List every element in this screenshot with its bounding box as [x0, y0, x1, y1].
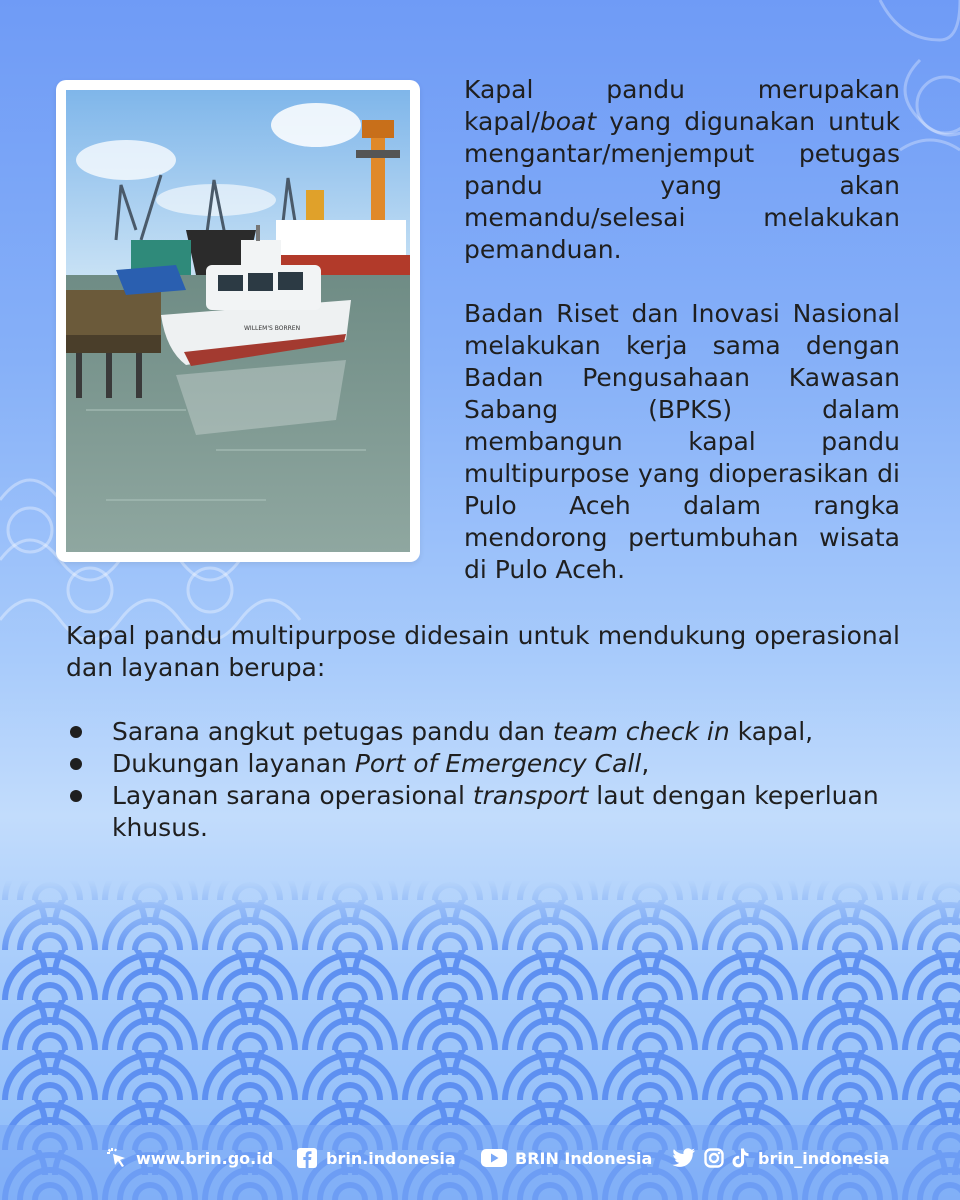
bullet-icon: [70, 758, 82, 770]
social-handle-label: brin_indonesia: [758, 1148, 890, 1168]
youtube-icon: [481, 1148, 507, 1168]
list-item: Dukungan layanan Port of Emergency Call,: [66, 748, 900, 780]
boat-photo: [56, 80, 420, 562]
cursor-click-icon: [106, 1147, 128, 1169]
services-intro-paragraph: Kapal pandu multipurpose didesain untuk mendukung operasional dan layanan berupa:: [66, 621, 900, 682]
list-item: Layanan sarana operasional transport laut dengan keperluan khusus.: [66, 780, 900, 844]
footer-website[interactable]: [106, 1146, 273, 1170]
bullet-icon: [70, 790, 82, 802]
footer-youtube[interactable]: [481, 1146, 652, 1170]
facebook-icon: [296, 1147, 318, 1169]
intro-paragraph: Kapal pandu merupakan kapal/boat yang digunakan untuk mengantar/menjemput petugas pandu yang akan memandu/selesai melakukan pemanduan.: [464, 75, 900, 264]
youtube-label: BRIN Indonesia: [515, 1148, 653, 1168]
bullet-icon: [70, 726, 82, 738]
tiktok-icon: [732, 1148, 750, 1168]
services-list: [66, 716, 900, 844]
footer-social[interactable]: [672, 1146, 890, 1170]
twitter-icon: [672, 1148, 696, 1168]
facebook-label: brin.indonesia: [326, 1148, 456, 1168]
instagram-icon: [704, 1148, 724, 1168]
boat-name-label: WILLEM'S BORREN: [244, 325, 301, 332]
footer: [0, 1140, 960, 1176]
footer-facebook[interactable]: [296, 1146, 456, 1170]
website-label: www.brin.go.id: [136, 1148, 274, 1168]
list-item: Sarana angkut petugas pandu dan team check in kapal,: [66, 716, 900, 748]
collaboration-paragraph: Badan Riset dan Inovasi Nasional melakukan kerja sama dengan Badan Pengusahaan Kawasan Sabang (BPKS) dalam membangun kapal pandu multipurpose yang dioperasikan di Pulo Aceh dalam rangka mendorong pertumbuhan wisata di Pulo Aceh.: [464, 299, 900, 584]
boat-illustration: [66, 90, 410, 552]
